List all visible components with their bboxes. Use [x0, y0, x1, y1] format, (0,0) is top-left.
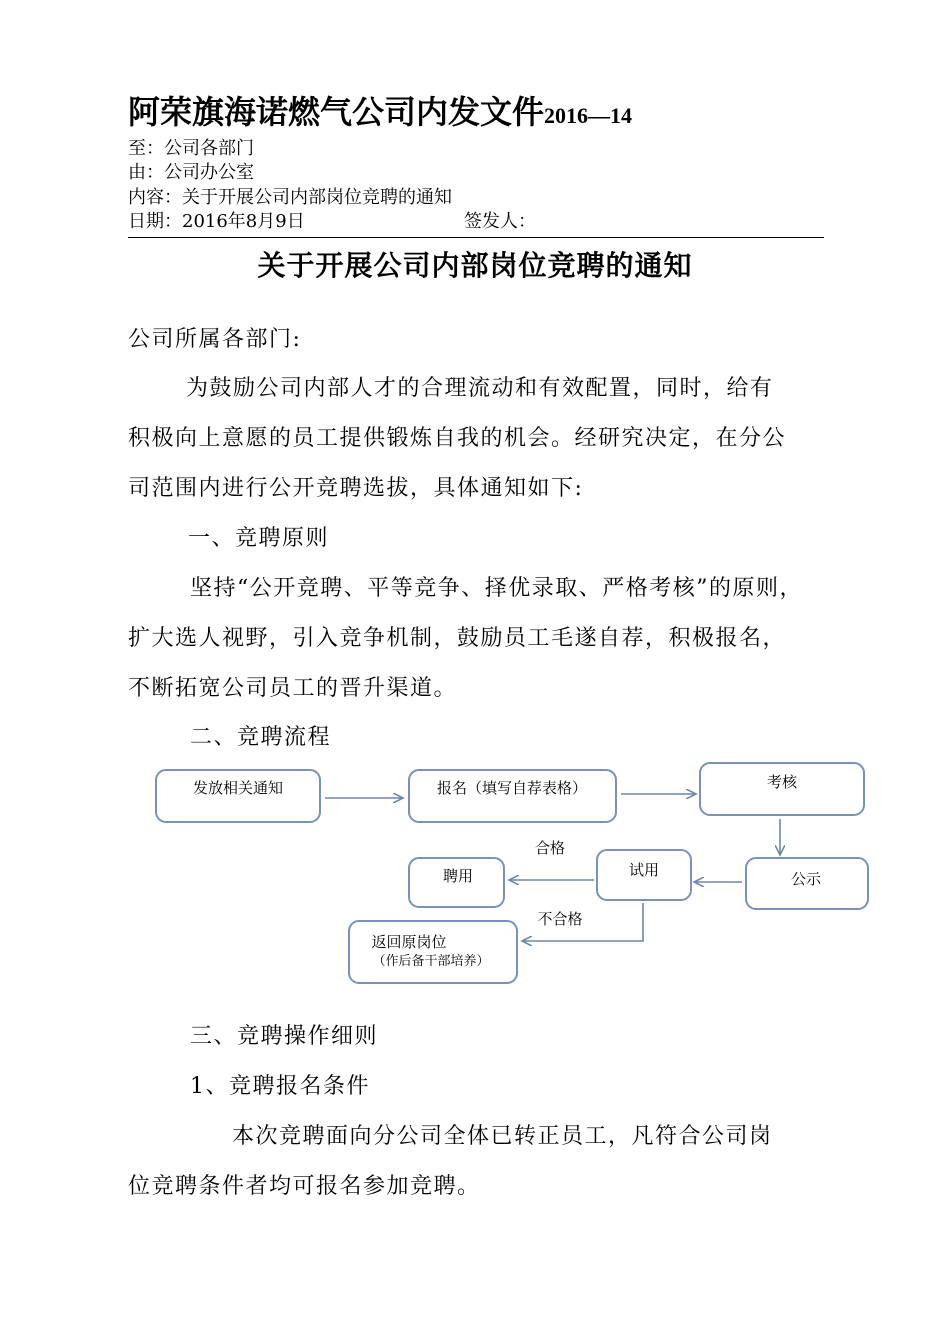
label-return-line-1: 返回原岗位: [371, 933, 447, 951]
label-register: 报名（填写自荐表格）: [436, 779, 588, 797]
header-date: 日期：2016年8月9日: [128, 211, 305, 232]
section-1-heading: 一、竞聘原则: [188, 526, 330, 551]
header-from: 由：公司办公室: [128, 162, 254, 183]
section-1-line-3: 不断拓宽公司员工的晋升渠道。: [128, 676, 458, 701]
label-assess: 考核: [766, 773, 798, 791]
section-2-heading: 二、竞聘流程: [190, 725, 332, 750]
document-number: 2016—14: [544, 103, 633, 128]
label-return-line-2: （作后备干部培养）: [372, 954, 490, 969]
label-trial: 试用: [628, 861, 660, 879]
intro-line-1: 为鼓励公司内部人才的合理流动和有效配置，同时，给有: [186, 376, 774, 401]
header-to: 至：公司各部门: [128, 138, 254, 159]
item-1-heading: 1、竞聘报名条件: [190, 1074, 370, 1099]
section-1-line-2: 扩大选人视野，引入竞争机制，鼓励员工毛遂自荐，积极报名，: [128, 626, 787, 651]
box-return: [349, 921, 517, 983]
header-title-text: 阿荣旗海诺燃气公司内发文件: [128, 93, 545, 131]
header-signer: 签发人：: [464, 211, 536, 232]
header-divider: [128, 237, 824, 238]
intro-line-2: 积极向上意愿的员工提供锻炼自我的机会。经研究决定，在分公: [128, 426, 787, 451]
label-pass: 合格: [534, 839, 566, 857]
section-1-line-1: 坚持“公开竞聘、平等竞争、择优录取、严格考核”的原则，: [190, 576, 803, 601]
item-1-line-1: 本次竞聘面向分公司全体已转正员工，凡符合公司岗: [232, 1124, 773, 1149]
label-publicize: 公示: [790, 870, 822, 888]
intro-line-3: 司范围内进行公开竞聘选拔，具体通知如下:: [128, 476, 584, 501]
notice-title: 关于开展公司内部岗位竞聘的通知: [257, 249, 693, 282]
recruitment-flowchart: [0, 755, 950, 995]
label-fail: 不合格: [537, 910, 583, 928]
label-notify: 发放相关通知: [192, 779, 284, 797]
section-3-heading: 三、竞聘操作细则: [190, 1024, 379, 1049]
salutation: 公司所属各部门:: [128, 327, 302, 352]
header-subject: 内容：关于开展公司内部岗位竞聘的通知: [128, 187, 452, 208]
document-header-title: [128, 92, 632, 136]
item-1-line-2: 位竞聘条件者均可报名参加竞聘。: [128, 1174, 481, 1199]
label-hire: 聘用: [442, 867, 474, 885]
